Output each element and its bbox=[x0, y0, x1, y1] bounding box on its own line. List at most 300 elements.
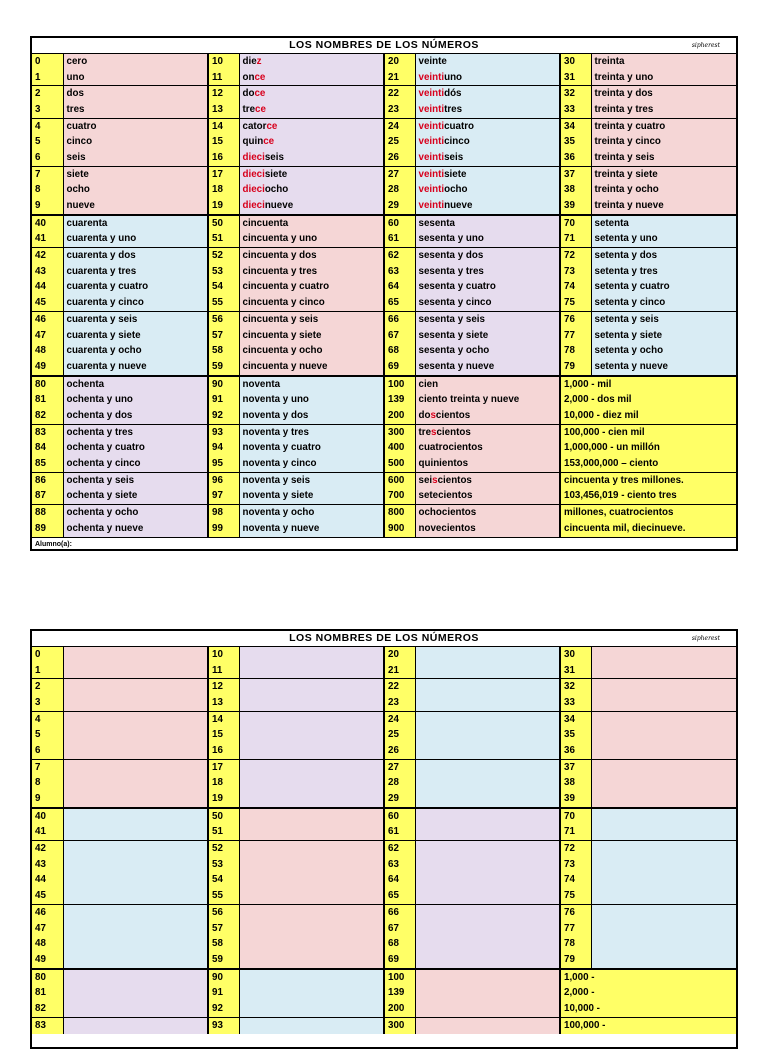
number-name-cell: setenta y cuatro bbox=[591, 280, 736, 296]
large-number-answer-cell[interactable] bbox=[560, 969, 736, 986]
blank-answer-cell[interactable] bbox=[239, 888, 384, 904]
blank-answer-cell[interactable] bbox=[239, 711, 384, 727]
number-name-cell: sesenta y seis bbox=[415, 312, 560, 328]
blank-answer-cell[interactable] bbox=[415, 873, 560, 889]
blank-answer-cell[interactable] bbox=[63, 921, 208, 937]
number-name-cell: cuarenta y dos bbox=[63, 248, 208, 264]
number-cell: 74 bbox=[560, 280, 591, 296]
blank-answer-cell[interactable] bbox=[591, 727, 736, 743]
blank-answer-cell[interactable] bbox=[63, 759, 208, 775]
reference-sheet bbox=[30, 36, 738, 551]
blank-answer-cell[interactable] bbox=[63, 711, 208, 727]
blank-answer-cell[interactable] bbox=[591, 679, 736, 695]
blank-answer-cell[interactable] bbox=[63, 791, 208, 808]
blank-answer-cell[interactable] bbox=[591, 776, 736, 792]
number-name-cell: sesenta y siete bbox=[415, 328, 560, 344]
blank-answer-cell[interactable] bbox=[63, 936, 208, 952]
table-row bbox=[32, 679, 736, 695]
practice-title-row bbox=[32, 631, 736, 647]
number-cell: 41 bbox=[32, 825, 63, 841]
number-cell: 35 bbox=[560, 134, 591, 150]
highlight-segment: z bbox=[256, 55, 262, 67]
number-cell: 139 bbox=[384, 985, 415, 1001]
number-cell: 98 bbox=[208, 505, 239, 521]
number-name-cell: ochocientos bbox=[415, 505, 560, 521]
number-cell: 39 bbox=[560, 791, 591, 808]
number-cell: 15 bbox=[208, 727, 239, 743]
number-cell: 71 bbox=[560, 825, 591, 841]
large-number-answer-cell[interactable] bbox=[560, 985, 736, 1001]
blank-answer-cell[interactable] bbox=[591, 841, 736, 857]
blank-answer-cell[interactable] bbox=[63, 679, 208, 695]
number-cell: 52 bbox=[208, 248, 239, 264]
number-name-cell: sesenta y cuatro bbox=[415, 280, 560, 296]
blank-answer-cell[interactable] bbox=[239, 841, 384, 857]
blank-answer-cell[interactable] bbox=[415, 969, 560, 986]
table-row bbox=[32, 295, 736, 311]
number-cell: 4 bbox=[32, 118, 63, 134]
number-cell: 76 bbox=[560, 905, 591, 921]
blank-answer-cell[interactable] bbox=[415, 791, 560, 808]
number-cell: 23 bbox=[384, 695, 415, 711]
number-cell: 38 bbox=[560, 183, 591, 199]
number-cell: 81 bbox=[32, 985, 63, 1001]
number-cell: 43 bbox=[32, 264, 63, 280]
number-cell: 45 bbox=[32, 295, 63, 311]
blank-answer-cell[interactable] bbox=[415, 825, 560, 841]
blank-answer-cell[interactable] bbox=[415, 921, 560, 937]
number-name-cell: cincuenta y cinco bbox=[239, 295, 384, 311]
practice-signature: sipherest bbox=[691, 635, 720, 642]
number-name-cell: setenta y nueve bbox=[591, 359, 736, 376]
number-cell: 44 bbox=[32, 280, 63, 296]
table-row bbox=[32, 936, 736, 952]
table-row bbox=[32, 424, 736, 440]
number-name-cell: treinta y siete bbox=[591, 166, 736, 182]
blank-answer-cell[interactable] bbox=[591, 711, 736, 727]
number-cell: 22 bbox=[384, 86, 415, 102]
blank-answer-cell[interactable] bbox=[63, 985, 208, 1001]
number-cell: 65 bbox=[384, 888, 415, 904]
blank-answer-cell[interactable] bbox=[591, 952, 736, 969]
number-name-cell: setenta y cinco bbox=[591, 295, 736, 311]
number-cell: 10 bbox=[208, 647, 239, 663]
blank-answer-cell[interactable] bbox=[591, 743, 736, 759]
blank-answer-cell[interactable] bbox=[239, 936, 384, 952]
blank-answer-cell[interactable] bbox=[415, 743, 560, 759]
blank-answer-cell[interactable] bbox=[415, 711, 560, 727]
number-cell: 80 bbox=[32, 969, 63, 986]
number-cell: 38 bbox=[560, 776, 591, 792]
number-name-cell bbox=[239, 166, 384, 182]
word-segment: ocho bbox=[444, 184, 468, 196]
number-cell: 300 bbox=[384, 1017, 415, 1033]
number-cell: 42 bbox=[32, 841, 63, 857]
author-signature: sipherest bbox=[691, 42, 720, 49]
word-segment: tre bbox=[242, 103, 256, 115]
number-name-cell: cuatro bbox=[63, 118, 208, 134]
number-name-cell: cuarenta bbox=[63, 215, 208, 232]
table-row bbox=[32, 441, 736, 457]
table-row bbox=[32, 54, 736, 70]
blank-answer-cell[interactable] bbox=[415, 841, 560, 857]
number-name-cell: 153,000,000 – ciento bbox=[560, 456, 736, 472]
blank-answer-cell[interactable] bbox=[415, 905, 560, 921]
number-name-cell: cuarenta y siete bbox=[63, 328, 208, 344]
word-segment: uno bbox=[444, 71, 463, 83]
number-cell: 62 bbox=[384, 248, 415, 264]
blank-answer-cell[interactable] bbox=[63, 888, 208, 904]
blank-answer-cell[interactable] bbox=[591, 663, 736, 679]
table-row bbox=[32, 183, 736, 199]
blank-answer-cell[interactable] bbox=[63, 695, 208, 711]
number-cell: 28 bbox=[384, 183, 415, 199]
table-row bbox=[32, 248, 736, 264]
number-cell: 61 bbox=[384, 232, 415, 248]
number-cell: 94 bbox=[208, 441, 239, 457]
blank-answer-cell[interactable] bbox=[415, 808, 560, 825]
number-name-cell: cuarenta y seis bbox=[63, 312, 208, 328]
number-cell: 41 bbox=[32, 232, 63, 248]
large-number-answer-cell[interactable] bbox=[560, 1001, 736, 1017]
number-name-cell bbox=[415, 150, 560, 166]
number-name-cell: 10,000 - diez mil bbox=[560, 408, 736, 424]
number-cell: 95 bbox=[208, 456, 239, 472]
number-cell: 2 bbox=[32, 86, 63, 102]
number-cell: 700 bbox=[384, 489, 415, 505]
number-cell: 33 bbox=[560, 695, 591, 711]
number-cell: 52 bbox=[208, 841, 239, 857]
number-cell: 78 bbox=[560, 936, 591, 952]
table-row bbox=[32, 905, 736, 921]
number-cell: 66 bbox=[384, 905, 415, 921]
blank-answer-cell[interactable] bbox=[415, 952, 560, 969]
number-cell: 48 bbox=[32, 936, 63, 952]
number-cell: 93 bbox=[208, 424, 239, 440]
number-cell: 30 bbox=[560, 54, 591, 70]
blank-answer-cell[interactable] bbox=[415, 857, 560, 873]
number-cell: 78 bbox=[560, 343, 591, 359]
number-cell: 50 bbox=[208, 215, 239, 232]
table-row bbox=[32, 505, 736, 521]
sheet-title: LOS NOMBRES DE LOS NÚMEROS bbox=[289, 39, 479, 51]
number-cell: 72 bbox=[560, 248, 591, 264]
blank-answer-cell[interactable] bbox=[591, 791, 736, 808]
blank-answer-cell[interactable] bbox=[415, 888, 560, 904]
highlight-segment: veinti bbox=[418, 200, 445, 212]
number-cell: 50 bbox=[208, 808, 239, 825]
number-cell: 49 bbox=[32, 359, 63, 376]
blank-answer-cell[interactable] bbox=[415, 727, 560, 743]
number-name-cell: millones, cuatrocientos bbox=[560, 505, 736, 521]
blank-answer-cell[interactable] bbox=[239, 1001, 384, 1017]
number-name-cell: treinta y seis bbox=[591, 150, 736, 166]
number-cell: 47 bbox=[32, 921, 63, 937]
number-name-cell: treinta y cinco bbox=[591, 134, 736, 150]
number-name-cell: 1,000,000 - un millón bbox=[560, 441, 736, 457]
number-cell: 85 bbox=[32, 456, 63, 472]
number-cell: 18 bbox=[208, 183, 239, 199]
highlight-segment: dieci bbox=[242, 151, 265, 163]
number-cell: 600 bbox=[384, 472, 415, 488]
table-row bbox=[32, 711, 736, 727]
number-name-cell: novecientos bbox=[415, 521, 560, 537]
number-name-cell bbox=[239, 118, 384, 134]
blank-answer-cell[interactable] bbox=[63, 743, 208, 759]
number-name-cell bbox=[239, 54, 384, 70]
blank-answer-cell[interactable] bbox=[239, 985, 384, 1001]
number-name-cell bbox=[239, 70, 384, 86]
blank-answer-cell[interactable] bbox=[239, 776, 384, 792]
number-cell: 28 bbox=[384, 776, 415, 792]
blank-answer-cell[interactable] bbox=[63, 841, 208, 857]
number-cell: 82 bbox=[32, 1001, 63, 1017]
blank-answer-cell[interactable] bbox=[63, 808, 208, 825]
number-name-cell: treinta y cuatro bbox=[591, 118, 736, 134]
number-cell: 69 bbox=[384, 952, 415, 969]
blank-answer-cell[interactable] bbox=[239, 791, 384, 808]
number-cell: 54 bbox=[208, 873, 239, 889]
number-cell: 56 bbox=[208, 312, 239, 328]
highlight-segment: dieci bbox=[242, 168, 265, 180]
blank-answer-cell[interactable] bbox=[415, 695, 560, 711]
number-cell: 53 bbox=[208, 857, 239, 873]
blank-answer-cell[interactable] bbox=[63, 969, 208, 986]
number-cell: 86 bbox=[32, 472, 63, 488]
table-row bbox=[32, 1001, 736, 1017]
number-cell: 200 bbox=[384, 1001, 415, 1017]
number-cell: 26 bbox=[384, 150, 415, 166]
table-row bbox=[32, 376, 736, 393]
blank-answer-cell[interactable] bbox=[415, 679, 560, 695]
number-cell: 20 bbox=[384, 54, 415, 70]
table-row bbox=[32, 888, 736, 904]
blank-answer-cell[interactable] bbox=[591, 647, 736, 663]
number-name-cell: setenta y siete bbox=[591, 328, 736, 344]
blank-answer-cell[interactable] bbox=[63, 647, 208, 663]
number-cell: 61 bbox=[384, 825, 415, 841]
blank-answer-cell[interactable] bbox=[591, 888, 736, 904]
blank-answer-cell[interactable] bbox=[591, 905, 736, 921]
number-name-cell: cincuenta y cuatro bbox=[239, 280, 384, 296]
blank-answer-cell[interactable] bbox=[239, 679, 384, 695]
number-cell: 55 bbox=[208, 888, 239, 904]
number-cell: 42 bbox=[32, 248, 63, 264]
highlight-segment: ce bbox=[266, 120, 278, 132]
number-cell: 3 bbox=[32, 695, 63, 711]
word-segment: tres bbox=[444, 103, 463, 115]
number-name-cell: 1,000 - mil bbox=[560, 376, 736, 393]
word-segment: cientos bbox=[437, 474, 472, 486]
table-row bbox=[32, 280, 736, 296]
blank-answer-cell[interactable] bbox=[591, 921, 736, 937]
blank-answer-cell[interactable] bbox=[239, 857, 384, 873]
blank-answer-cell[interactable] bbox=[591, 857, 736, 873]
number-cell: 29 bbox=[384, 198, 415, 215]
number-name-cell: cincuenta bbox=[239, 215, 384, 232]
number-cell: 3 bbox=[32, 102, 63, 118]
blank-answer-cell[interactable] bbox=[591, 825, 736, 841]
number-cell: 92 bbox=[208, 1001, 239, 1017]
blank-answer-cell[interactable] bbox=[415, 759, 560, 775]
number-name-cell: ochenta y siete bbox=[63, 489, 208, 505]
number-cell: 87 bbox=[32, 489, 63, 505]
blank-answer-cell[interactable] bbox=[239, 727, 384, 743]
table-row bbox=[32, 759, 736, 775]
word-segment: cuatro bbox=[444, 120, 475, 132]
blank-answer-cell[interactable] bbox=[239, 1017, 384, 1033]
number-cell: 16 bbox=[208, 150, 239, 166]
sheet-title-row bbox=[32, 38, 736, 54]
number-name-cell bbox=[239, 183, 384, 199]
number-name-cell: treinta y nueve bbox=[591, 198, 736, 215]
number-cell: 43 bbox=[32, 857, 63, 873]
number-name-cell: sesenta y uno bbox=[415, 232, 560, 248]
number-cell: 900 bbox=[384, 521, 415, 537]
number-name-cell: treinta y ocho bbox=[591, 183, 736, 199]
blank-answer-cell[interactable] bbox=[415, 1017, 560, 1033]
number-name-cell bbox=[415, 472, 560, 488]
blank-answer-cell[interactable] bbox=[239, 808, 384, 825]
blank-answer-cell[interactable] bbox=[63, 663, 208, 679]
number-cell: 17 bbox=[208, 166, 239, 182]
student-name-field[interactable] bbox=[32, 537, 736, 551]
table-row bbox=[32, 86, 736, 102]
blank-answer-cell[interactable] bbox=[415, 776, 560, 792]
blank-answer-cell[interactable] bbox=[63, 1001, 208, 1017]
number-name-cell: cero bbox=[63, 54, 208, 70]
blank-answer-cell[interactable] bbox=[63, 873, 208, 889]
number-cell: 80 bbox=[32, 376, 63, 393]
blank-answer-cell[interactable] bbox=[415, 985, 560, 1001]
blank-answer-cell[interactable] bbox=[63, 857, 208, 873]
number-cell: 100 bbox=[384, 376, 415, 393]
blank-answer-cell[interactable] bbox=[591, 759, 736, 775]
word-segment: nueve bbox=[264, 200, 294, 212]
number-cell: 65 bbox=[384, 295, 415, 311]
number-name-cell: veinte bbox=[415, 54, 560, 70]
number-cell: 7 bbox=[32, 166, 63, 182]
blank-answer-cell[interactable] bbox=[239, 969, 384, 986]
highlight-segment: veinti bbox=[418, 136, 445, 148]
blank-answer-cell[interactable] bbox=[591, 873, 736, 889]
number-name-cell: tres bbox=[63, 102, 208, 118]
table-row bbox=[32, 408, 736, 424]
number-name-cell: cuarenta y nueve bbox=[63, 359, 208, 376]
number-name-cell bbox=[415, 70, 560, 86]
large-number-label: 1,000 - bbox=[564, 971, 595, 983]
word-segment: ocho bbox=[264, 184, 289, 196]
number-cell: 23 bbox=[384, 102, 415, 118]
number-name-cell bbox=[239, 150, 384, 166]
blank-answer-cell[interactable] bbox=[63, 952, 208, 969]
blank-answer-cell[interactable] bbox=[591, 695, 736, 711]
number-name-cell bbox=[415, 166, 560, 182]
blank-answer-cell[interactable] bbox=[239, 647, 384, 663]
number-name-cell: cincuenta y seis bbox=[239, 312, 384, 328]
table-row bbox=[32, 695, 736, 711]
table-row bbox=[32, 118, 736, 134]
number-cell: 60 bbox=[384, 808, 415, 825]
number-cell: 64 bbox=[384, 280, 415, 296]
blank-answer-cell[interactable] bbox=[415, 1001, 560, 1017]
blank-answer-cell[interactable] bbox=[63, 776, 208, 792]
blank-answer-cell[interactable] bbox=[63, 1017, 208, 1033]
blank-answer-cell[interactable] bbox=[239, 952, 384, 969]
number-name-cell: sesenta bbox=[415, 215, 560, 232]
number-name-cell: noventa y ocho bbox=[239, 505, 384, 521]
number-cell: 22 bbox=[384, 679, 415, 695]
number-cell: 57 bbox=[208, 328, 239, 344]
number-name-cell: cuarenta y cinco bbox=[63, 295, 208, 311]
number-cell: 63 bbox=[384, 857, 415, 873]
number-cell: 70 bbox=[560, 808, 591, 825]
number-name-cell: cuarenta y uno bbox=[63, 232, 208, 248]
number-name-cell: sesenta y cinco bbox=[415, 295, 560, 311]
number-name-cell: setenta bbox=[591, 215, 736, 232]
number-name-cell: cinco bbox=[63, 134, 208, 150]
blank-answer-cell[interactable] bbox=[415, 663, 560, 679]
number-cell: 1 bbox=[32, 70, 63, 86]
blank-answer-cell[interactable] bbox=[239, 695, 384, 711]
blank-answer-cell[interactable] bbox=[63, 727, 208, 743]
number-cell: 60 bbox=[384, 215, 415, 232]
highlight-segment: veinti bbox=[418, 151, 445, 163]
large-number-answer-cell[interactable] bbox=[560, 1017, 736, 1033]
blank-answer-cell[interactable] bbox=[239, 743, 384, 759]
number-name-cell bbox=[239, 198, 384, 215]
number-name-cell: cincuenta y dos bbox=[239, 248, 384, 264]
number-cell: 68 bbox=[384, 343, 415, 359]
number-name-cell bbox=[415, 86, 560, 102]
number-name-cell bbox=[415, 134, 560, 150]
word-segment: seis bbox=[264, 151, 284, 163]
number-name-cell: noventa y siete bbox=[239, 489, 384, 505]
reference-number-table bbox=[32, 54, 736, 537]
number-cell: 300 bbox=[384, 424, 415, 440]
blank-answer-cell[interactable] bbox=[63, 905, 208, 921]
number-cell: 25 bbox=[384, 727, 415, 743]
blank-answer-cell[interactable] bbox=[63, 825, 208, 841]
blank-answer-cell[interactable] bbox=[415, 936, 560, 952]
blank-answer-cell[interactable] bbox=[239, 825, 384, 841]
blank-answer-cell[interactable] bbox=[591, 936, 736, 952]
highlight-segment: veinti bbox=[418, 88, 445, 100]
number-name-cell: siete bbox=[63, 166, 208, 182]
number-cell: 71 bbox=[560, 232, 591, 248]
number-cell: 51 bbox=[208, 825, 239, 841]
number-name-cell: noventa y tres bbox=[239, 424, 384, 440]
number-name-cell bbox=[239, 102, 384, 118]
blank-answer-cell[interactable] bbox=[239, 663, 384, 679]
blank-answer-cell[interactable] bbox=[591, 808, 736, 825]
blank-answer-cell[interactable] bbox=[415, 647, 560, 663]
table-row bbox=[32, 264, 736, 280]
number-name-cell: 103,456,019 - ciento tres bbox=[560, 489, 736, 505]
table-row bbox=[32, 489, 736, 505]
number-cell: 64 bbox=[384, 873, 415, 889]
number-cell: 58 bbox=[208, 936, 239, 952]
number-name-cell: noventa bbox=[239, 376, 384, 393]
blank-answer-cell[interactable] bbox=[239, 873, 384, 889]
blank-answer-cell[interactable] bbox=[239, 759, 384, 775]
number-cell: 83 bbox=[32, 1017, 63, 1033]
blank-answer-cell[interactable] bbox=[239, 921, 384, 937]
blank-answer-cell[interactable] bbox=[239, 905, 384, 921]
number-cell: 18 bbox=[208, 776, 239, 792]
number-name-cell: cincuenta y siete bbox=[239, 328, 384, 344]
number-cell: 400 bbox=[384, 441, 415, 457]
